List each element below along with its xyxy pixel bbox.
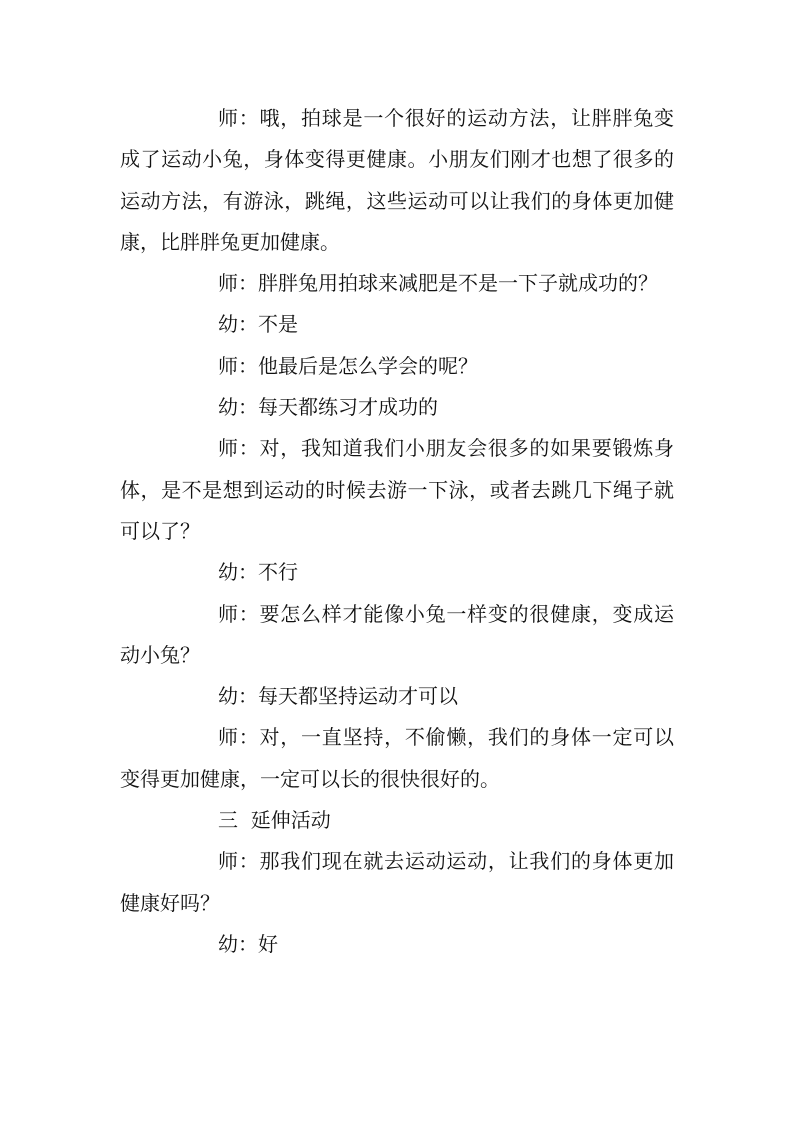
paragraph-child-answer-practice: 幼：每天都练习才成功的	[218, 395, 438, 420]
paragraph-teacher-healthy-question: 师：要怎么样才能像小兔一样变的很健康，变成运动小兔？	[120, 601, 674, 667]
paragraph-teacher-exercise-question: 师：对，我知道我们小朋友会很多的如果要锻炼身体，是不是想到运动的时候去游一下泳，或者去跳几下绳子就可以了？	[120, 436, 674, 543]
paragraph-teacher-pat-ball: 师：哦，拍球是一个很好的运动方法，让胖胖兔变成了运动小兔，身体变得更健康。小朋友们刚才也想了很多的运动方法，有游泳，跳绳，这些运动可以让我们的身体更加健康，比胖胖兔更加健康。	[120, 106, 674, 254]
paragraph-teacher-conclusion: 师：对，一直坚持，不偷懒，我们的身体一定可以变得更加健康，一定可以长的很快很好的。	[120, 725, 674, 791]
paragraph-child-answer-no: 幼：不是	[218, 312, 298, 337]
section-heading-extension: 三 延伸活动	[218, 808, 331, 833]
paragraph-child-answer-persist: 幼：每天都坚持运动才可以	[218, 684, 458, 709]
paragraph-teacher-question-learn: 师：他最后是怎么学会的呢？	[218, 353, 478, 378]
paragraph-teacher-invite: 师：那我们现在就去运动运动，让我们的身体更加健康好吗？	[120, 849, 674, 915]
paragraph-teacher-question-success: 师：胖胖兔用拍球来减肥是不是一下子就成功的？	[218, 271, 658, 296]
paragraph-child-answer-yes: 幼：好	[218, 931, 278, 956]
paragraph-child-answer-not-ok: 幼：不行	[218, 560, 298, 585]
document-body	[120, 98, 674, 965]
